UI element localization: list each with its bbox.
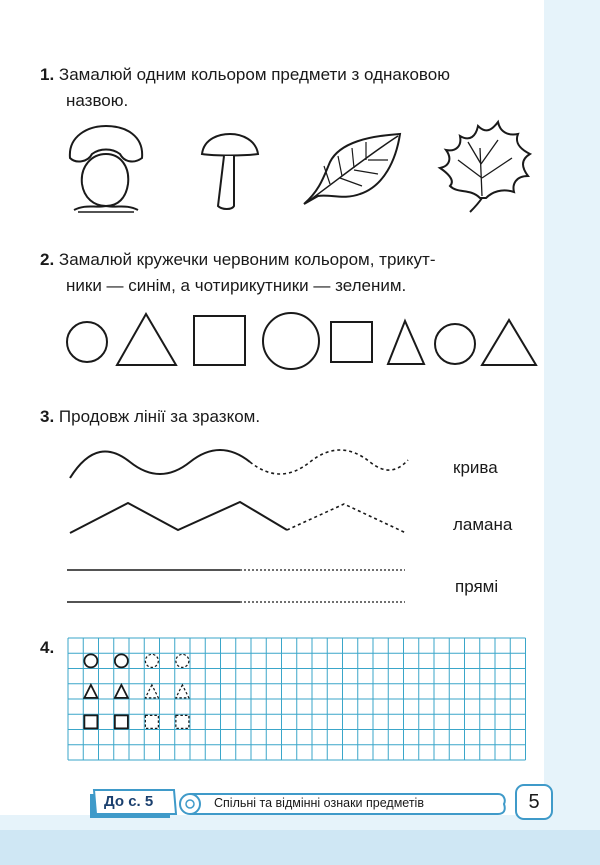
task-2-number: 2. <box>40 250 55 269</box>
task-4-grid <box>68 638 528 760</box>
broken-sample-line <box>70 502 287 533</box>
page-number: 5 <box>515 784 553 820</box>
grid-shape-circle-dashed <box>145 654 158 667</box>
task-3-number: 3. <box>40 407 55 426</box>
grid-shape-square <box>84 715 97 728</box>
grid-shape-square-dashed <box>145 715 158 728</box>
grid-shape-square <box>115 715 128 728</box>
grid-shape-triangle <box>84 685 97 698</box>
task-4-number: 4. <box>40 638 55 657</box>
label-straight: прямі <box>455 577 499 596</box>
grid-shape-triangle <box>115 685 128 698</box>
grid-shape-triangle-dashed <box>176 685 189 698</box>
task-2-line-2: ники — синім, а чотирикутники — зеленим. <box>66 276 407 295</box>
grid-shape-circle <box>84 654 97 667</box>
grid-shape-square-dashed <box>176 715 189 728</box>
grid-shape-circle-dashed <box>176 654 189 667</box>
page-edge <box>0 830 600 865</box>
grid-shape-circle <box>115 654 128 667</box>
task-2-text: Замалюй кружечки червоним кольором, трикут- <box>58 250 436 269</box>
task-3-text: Продовж лінії за зразком. <box>58 407 261 426</box>
label-broken: ламана <box>453 515 513 534</box>
label-curve: крива <box>453 458 498 477</box>
footer-badge-label: До с. 5 <box>104 793 154 810</box>
task-1-number: 1. <box>40 65 55 84</box>
task-1-line-2: назвою. <box>66 91 129 110</box>
footer-topic: Спільні та відмінні ознаки предметів <box>214 796 424 810</box>
curve-dotted-line <box>250 450 408 474</box>
grid-shape-triangle-dashed <box>145 685 158 698</box>
task-4-line-1 <box>40 636 54 660</box>
curve-sample-line <box>70 450 250 478</box>
broken-dotted-line <box>287 504 406 533</box>
task-1-text: Замалюй одним кольором предмети з однаковою <box>58 65 450 84</box>
